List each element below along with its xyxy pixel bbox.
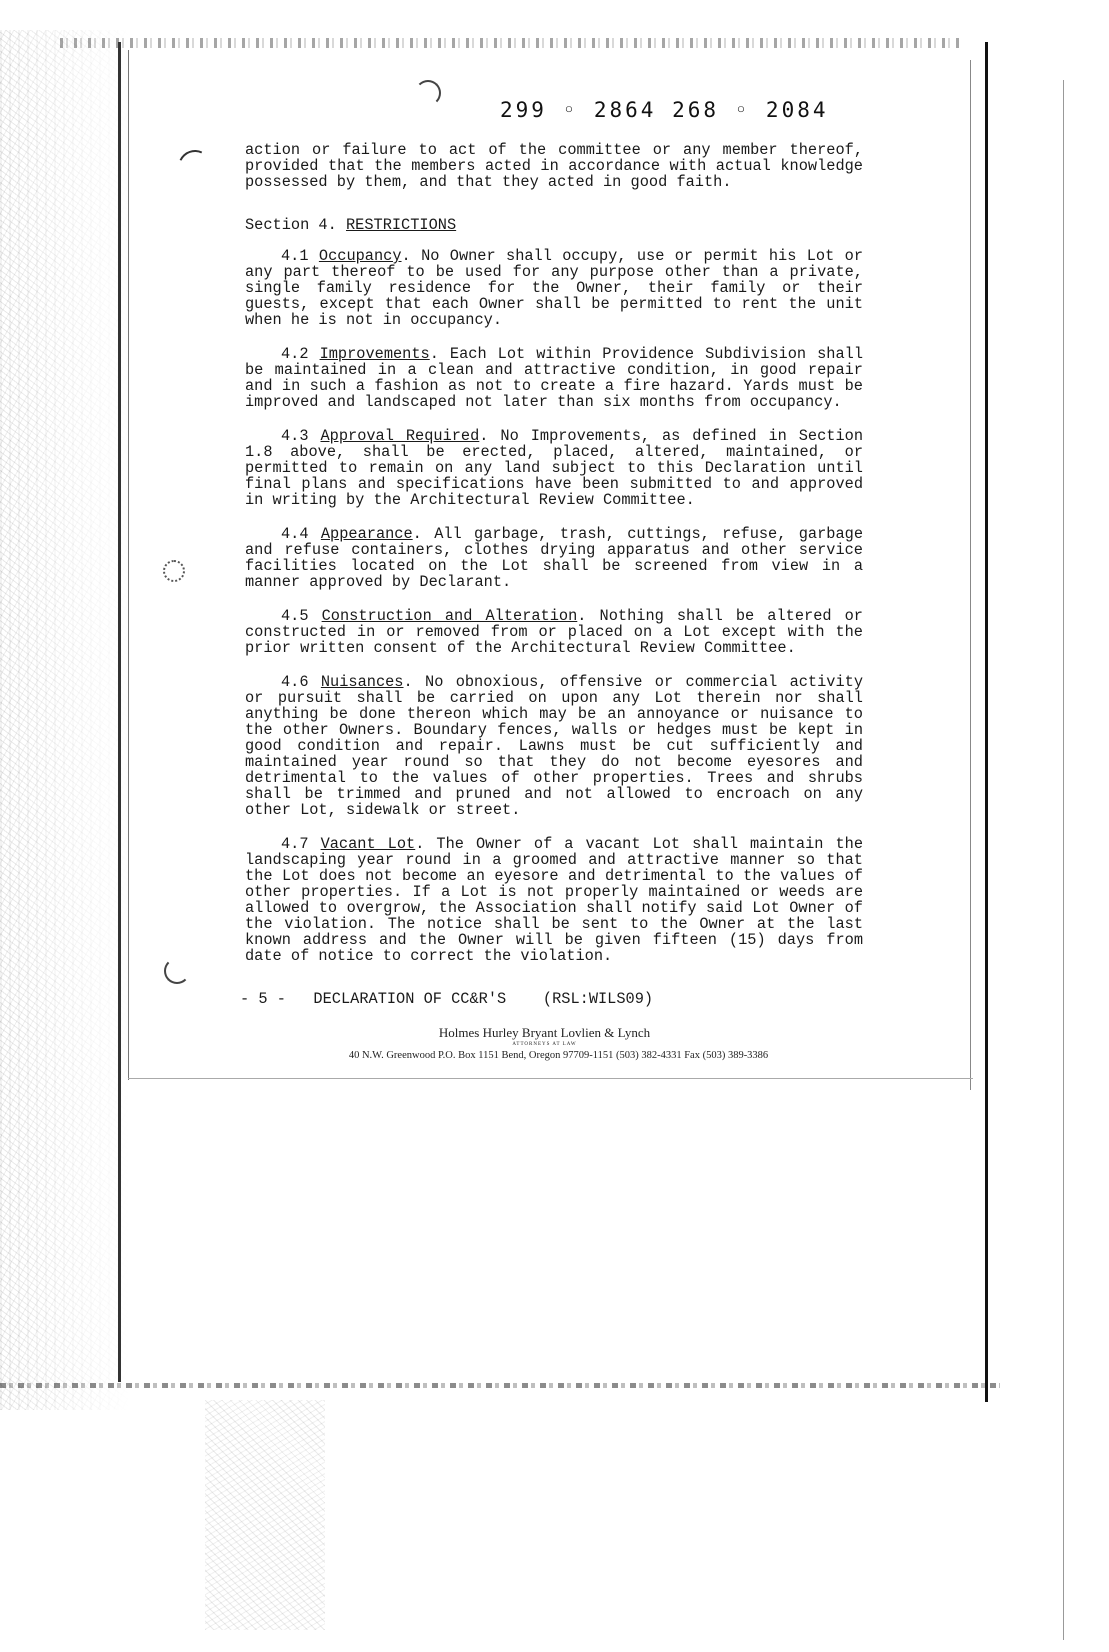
clause-number: 4.3 <box>281 427 309 445</box>
page-footer: - 5 - DECLARATION OF CC&R'S (RSL:WILS09) <box>240 990 654 1008</box>
clause-paragraph: 4.3 Approval Required. No Improvements, as defined in Section 1.8 above, shall be erected, placed, altered, maintained, or permitted to remain on any land subject to this Declaration until final plans and specifications have been submitted to and approved in writing by the Architectural Review Committee. <box>245 427 864 509</box>
clause-title: Vacant Lot <box>320 835 416 853</box>
clause-text: Nothing shall be altered or constructed in or removed from or placed on a Lot except with the prior written consent of the Architectural Review Committee. <box>245 607 863 657</box>
intro-paragraph: action or failure to act of the committee or any member thereof, provided that the members acted in accordance with actual knowledge possessed by them, and that they acted in good faith. <box>245 141 863 191</box>
punch-hole-mark <box>415 80 441 106</box>
clause-title: Improvements <box>319 345 430 363</box>
page-edge-far-right <box>1063 80 1064 1640</box>
clause-number: 4.4 <box>281 525 309 543</box>
clause-text: All garbage, trash, cuttings, refuse, garbage and refuse containers, clothes drying apparatus and other service facilities located on the Lot shall be screened from view in a manner approved by Declarant. <box>245 525 863 591</box>
scan-noise-left <box>0 30 130 1410</box>
clause-text: No Owner shall occupy, use or permit his Lot or any part thereof to be used for any purpose other than a private, single family residence for the Owner, their family or their guests, except that each Owner shall be permitted to rent the unit when he is not in occupancy. <box>245 247 864 329</box>
scan-noise-bottom <box>205 1400 325 1630</box>
law-firm-letterhead <box>0 1025 1109 1061</box>
scan-edge-top <box>60 38 960 48</box>
section-label: Section 4. <box>245 216 337 234</box>
section-heading <box>245 216 863 234</box>
clause-title: Occupancy <box>318 247 402 265</box>
clause-paragraph: 4.2 Improvements. Each Lot within Providence Subdivision shall be maintained in a clean and attractive condition, in good repair and in such a fashion as not to create a fire hazard. Yards must be improved and landscaped not later than six months from occupancy. <box>245 345 863 411</box>
clause-title: Appearance <box>320 525 413 543</box>
clause-paragraph: 4.1 Occupancy. No Owner shall occupy, use or permit his Lot or any part thereof to be used for any purpose other than a private, single family residence for the Owner, their family or their guests, except that each Owner shall be permitted to rent the unit when he is not in occupancy. <box>245 247 864 329</box>
clause-text: No obnoxious, offensive or commercial activity or pursuit shall be carried on upon any Lot therein nor shall anything be done thereon which may be an annoyance or nuisance to the other Owners. Boundary fences, walls or hedges must be kept in good condition and repair. Lawns must be cut sufficiently and maintained year round so that they do not become eyesores and detrimental to the values of other properties. Trees and shrubs shall be trimmed and pruned and not allowed to encroach on any other Lot, sidewalk or street. <box>245 673 864 819</box>
clause-number: 4.1 <box>281 247 309 265</box>
clause-paragraph: 4.4 Appearance. All garbage, trash, cuttings, refuse, garbage and refuse containers, clothes drying apparatus and other service facilities located on the Lot shall be screened from view in a manner approved by Declarant. <box>245 525 863 591</box>
page-edge-right-inner <box>970 60 971 1090</box>
clause-number: 4.5 <box>281 607 309 625</box>
firm-name: Holmes Hurley Bryant Lovlien & Lynch <box>438 1025 651 1040</box>
document-body <box>245 142 863 964</box>
clause-title: Nuisances <box>320 673 404 691</box>
section-title: RESTRICTIONS <box>345 216 457 234</box>
clause-paragraph: 4.6 Nuisances. No obnoxious, offensive or commercial activity or pursuit shall be carried on upon any Lot therein nor shall anything be done thereon which may be an annoyance or nuisance to the other Owners. Boundary fences, walls or hedges must be kept in good condition and repair. Lawns must be cut sufficiently and maintained year round so that they do not become eyesores and detrimental to the values of other properties. Trees and shrubs shall be trimmed and pruned and not allowed to encroach on any other Lot, sidewalk or street. <box>245 673 864 819</box>
clause-paragraph: 4.7 Vacant Lot. The Owner of a vacant Lot shall maintain the landscaping year round in a groomed and attractive manner so that the Lot does not become an eyesore and detrimental to the values of other properties. If a Lot is not properly maintained or weeds are allowed to overgrow, the Association shall notify said Lot Owner of the violation. The notice shall be sent to the Owner at the last known address and the Owner will be given fifteen (15) days from date of notice to correct the violation. <box>245 835 864 965</box>
firm-subtitle: ATTORNEYS AT LAW <box>512 1042 577 1047</box>
scan-edge-bottom <box>0 1383 1000 1388</box>
punch-hole-mark <box>173 145 217 189</box>
clause-paragraph: 4.5 Construction and Alteration. Nothing shall be altered or constructed in or removed from or placed on a Lot except with the prior written consent of the Architectural Review Committee. <box>245 607 863 657</box>
clause-text: Each Lot within Providence Subdivision shall be maintained in a clean and attractive condition, in good repair and in such a fashion as not to create a fire hazard. Yards must be improved and landscaped not later than six months from occupancy. <box>245 345 863 411</box>
firm-address: 40 N.W. Greenwood P.O. Box 1151 Bend, Oregon 97709-1151 (503) 382-4331 Fax (503) 389-3386 <box>348 1050 769 1061</box>
punch-hole-mark <box>163 560 185 582</box>
clause-text: The Owner of a vacant Lot shall maintain the landscaping year round in a groomed and attractive manner so that the Lot does not become an eyesore and detrimental to the values of other properties. If a Lot is not properly maintained or weeds are allowed to overgrow, the Association shall notify said Lot Owner of the violation. The notice shall be sent to the Owner at the last known address and the Owner will be given fifteen (15) days from date of notice to correct the violation. <box>245 835 864 965</box>
clause-title: Construction and Alteration <box>321 607 578 625</box>
clause-number: 4.2 <box>281 345 309 363</box>
clause-text: No Improvements, as defined in Section 1.8 above, shall be erected, placed, altered, maintained, or permitted to remain on any land subject to this Declaration until final plans and specifications have been submitted to and approved in writing by the Architectural Review Committee. <box>245 427 864 509</box>
page-edge-left-inner <box>128 50 129 1080</box>
page-bottom-edge <box>128 1078 973 1079</box>
page-edge-right <box>985 42 988 1402</box>
clause-number: 4.6 <box>281 673 309 691</box>
clause-number: 4.7 <box>281 835 309 853</box>
clause-title: Approval Required <box>320 427 480 445</box>
page-edge-left <box>118 42 121 1382</box>
recording-stamp-number: 299 ◦ 2864 268 ◦ 2084 <box>500 98 829 122</box>
punch-hole-mark <box>164 958 190 984</box>
